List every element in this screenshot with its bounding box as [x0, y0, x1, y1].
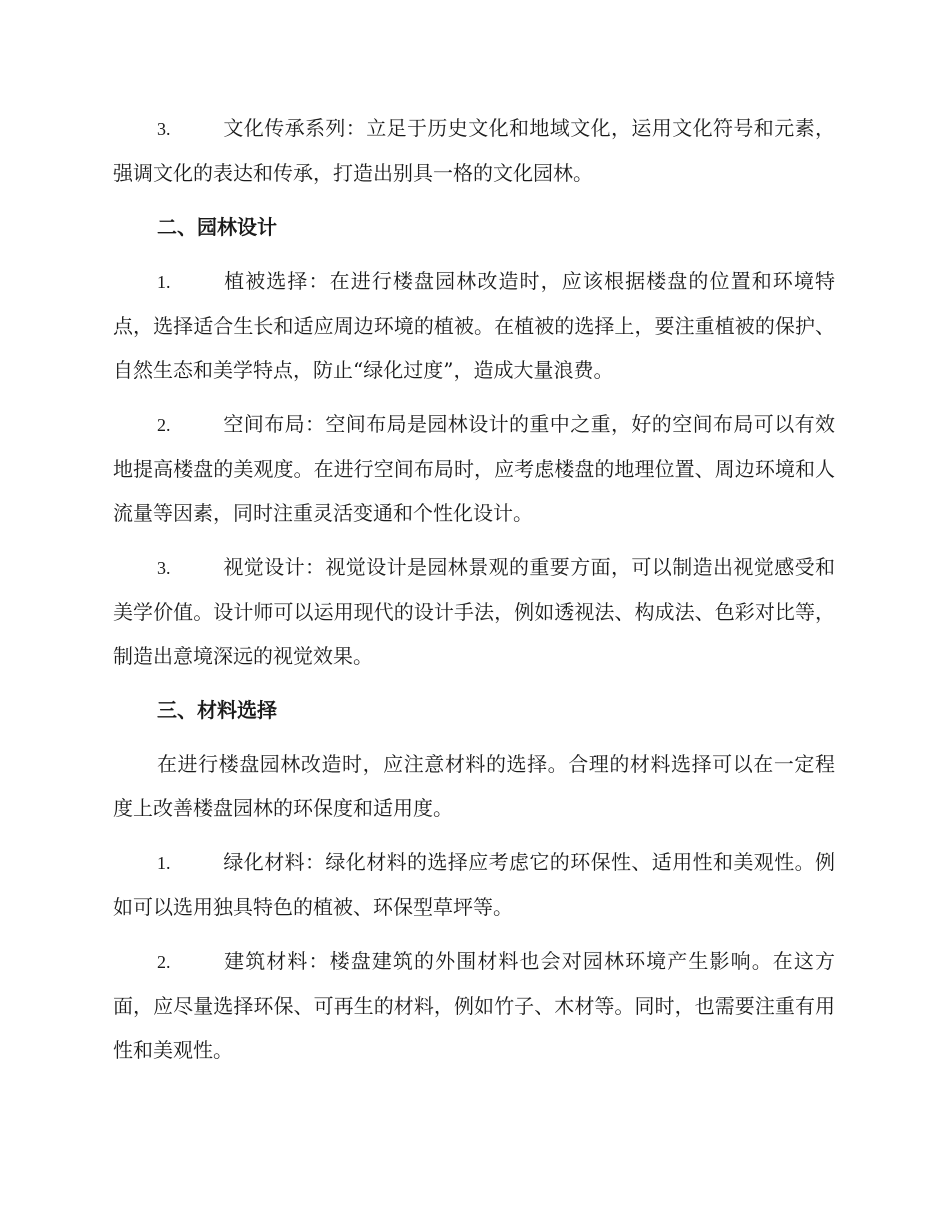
body-paragraph: 在进行楼盘园林改造时，应注意材料的选择。合理的材料选择可以在一定程度上改善楼盘园林的环保度和适用度。 [113, 752, 835, 820]
list-item [113, 939, 835, 1072]
list-item-text: 空间布局：空间布局是园林设计的重中之重，好的空间布局可以有效地提高楼盘的美观度。在进行空间布局时，应考虑楼盘的地理位置、周边环境和人流量等因素，同时注重灵活变通和个性化设计。 [113, 412, 835, 525]
list-item-text: 视觉设计：视觉设计是园林景观的重要方面，可以制造出视觉感受和美学价值。设计师可以运用现代的设计手法，例如透视法、构成法、色彩对比等，制造出意境深远的视觉效果。 [113, 555, 835, 668]
list-item-text: 绿化材料：绿化材料的选择应考虑它的环保性、适用性和美观性。例如可以选用独具特色的植被、环保型草坪等。 [113, 850, 835, 919]
list-number: 2. [157, 952, 171, 972]
list-item [113, 840, 835, 929]
list-number: 2. [157, 415, 171, 435]
list-number: 3. [157, 558, 171, 578]
list-item-text: 文化传承系列：立足于历史文化和地域文化，运用文化符号和元素，强调文化的表达和传承，打造出别具一格的文化园林。 [113, 116, 835, 185]
list-number: 1. [157, 853, 171, 873]
list-item [113, 106, 835, 195]
list-number: 3. [157, 119, 171, 139]
list-item [113, 402, 835, 535]
document-body [113, 106, 835, 1082]
list-item [113, 545, 835, 678]
list-number: 1. [157, 272, 171, 292]
section-heading: 二、园林设计 [157, 215, 277, 239]
section-heading: 三、材料选择 [157, 698, 277, 722]
list-item-text: 建筑材料：楼盘建筑的外围材料也会对园林环境产生影响。在这方面，应尽量选择环保、可再生的材料，例如竹子、木材等。同时，也需要注重有用性和美观性。 [113, 949, 835, 1062]
list-item [113, 259, 835, 392]
list-item-text: 植被选择：在进行楼盘园林改造时，应该根据楼盘的位置和环境特点，选择适合生长和适应周边环境的植被。在植被的选择上，要注重植被的保护、自然生态和美学特点，防止“绿化过度”，造成大量浪费。 [113, 269, 835, 382]
